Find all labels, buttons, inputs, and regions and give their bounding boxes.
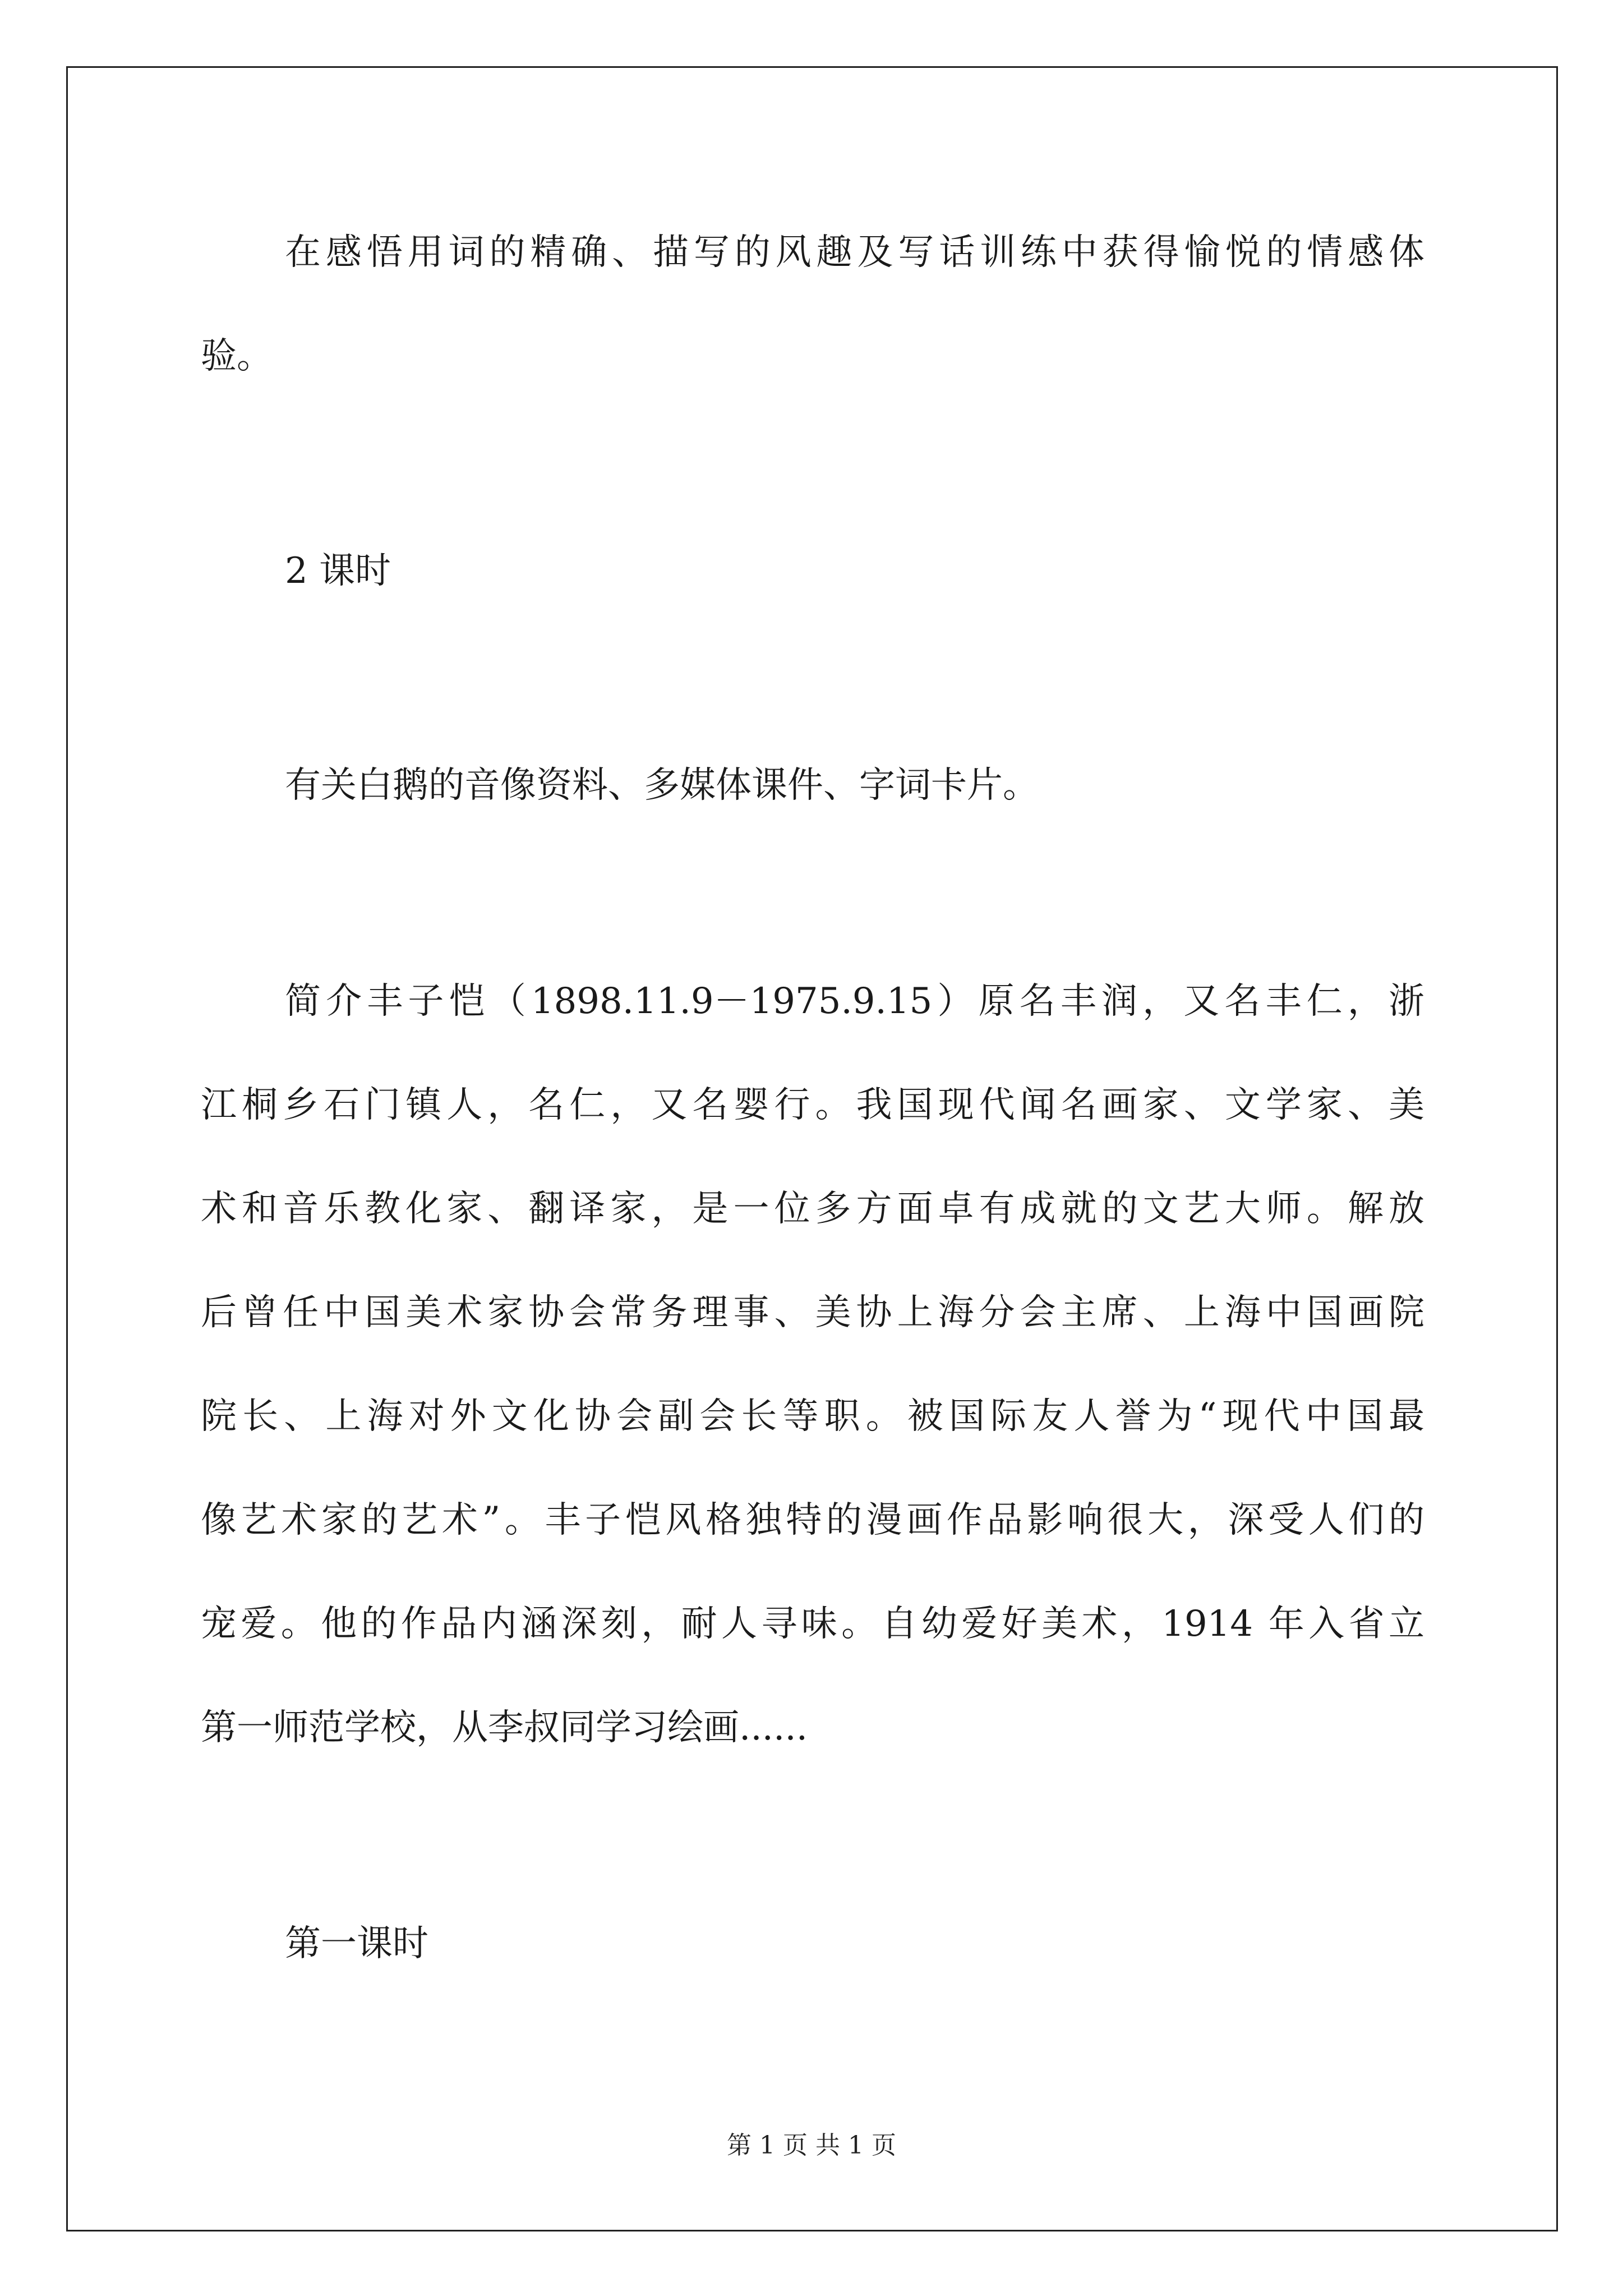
- paragraph-4-line-8: 第一师范学校，从李叔同学习绘画......: [201, 1707, 808, 1749]
- paragraph-4-line-2: 江桐乡石门镇人，名仁，又名婴行。我国现代闻名画家、文学家、美: [201, 1084, 1424, 1126]
- paragraph-4-line-4: 后曾任中国美术家协会常务理事、美协上海分会主席、上海中国画院: [201, 1292, 1424, 1333]
- paragraph-1-line-2: 验。: [201, 335, 273, 377]
- paragraph-4-line-1: 简介丰子恺（1898.11.9－1975.9.15）原名丰润，又名丰仁，浙: [285, 981, 1424, 1022]
- paragraph-3-line-1: 有关白鹅的音像资料、多媒体课件、字词卡片。: [285, 765, 1039, 806]
- paragraph-2-line-1: 2 课时: [285, 550, 391, 592]
- page-border: [66, 66, 1558, 2231]
- paragraph-4-line-3: 术和音乐教化家、翻译家，是一位多方面卓有成就的文艺大师。解放: [201, 1188, 1424, 1230]
- paragraph-4-line-5: 院长、上海对外文化协会副会长等职。被国际友人誉为“现代中国最: [201, 1396, 1424, 1437]
- paragraph-1-line-1: 在感悟用词的精确、描写的风趣及写话训练中获得愉悦的情感体: [285, 232, 1424, 273]
- paragraph-4-line-7: 宠爱。他的作品内涵深刻，耐人寻味。自幼爱好美术，1914 年入省立: [201, 1603, 1424, 1645]
- paragraph-5-line-1: 第一课时: [285, 1923, 428, 1964]
- paragraph-4-line-6: 像艺术家的艺术”。丰子恺风格独特的漫画作品影响很大，深受人们的: [201, 1499, 1424, 1541]
- page-number-footer: 第 1 页 共 1 页: [727, 2131, 896, 2160]
